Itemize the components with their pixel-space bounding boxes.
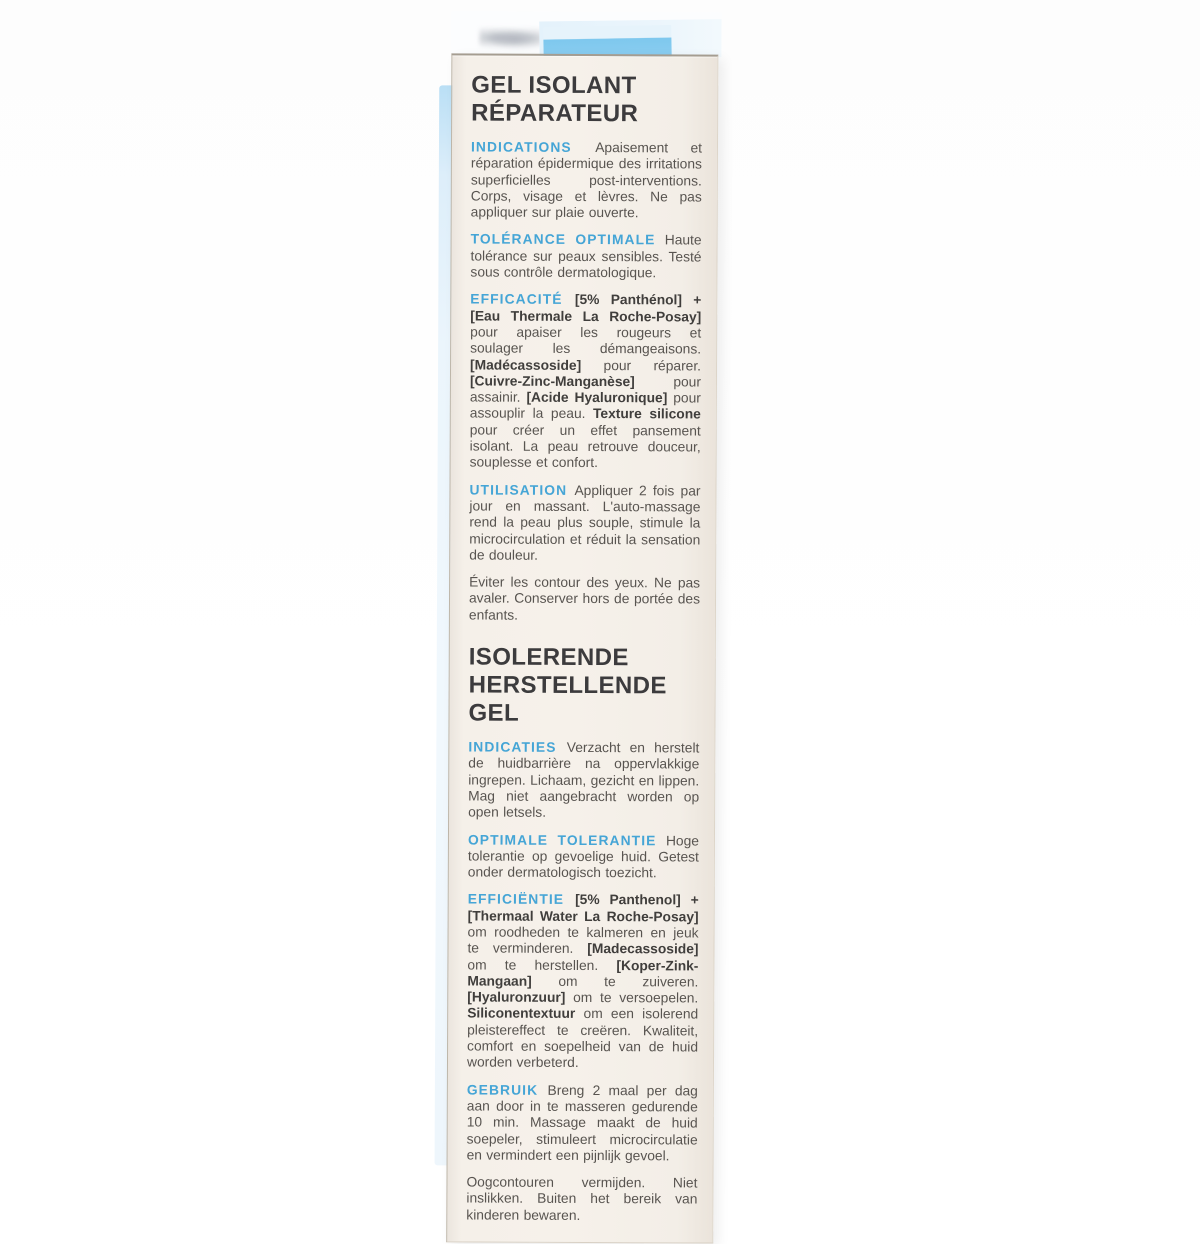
section-heading: INDICATIONS	[470, 139, 596, 156]
body-text-segment: [Hyaluronzuur]	[467, 989, 566, 1006]
body-text-segment: pour créer un effet pansement isolant. La peau retrouve douceur, souplesse et confort.	[469, 422, 701, 471]
product-title-dutch: ISOLERENDE HERSTELLENDE GEL	[468, 643, 667, 727]
text-paragraph	[467, 1082, 698, 1164]
body-text-segment: Texture silicone	[593, 406, 701, 422]
product-box	[434, 7, 739, 1223]
section-heading: UTILISATION	[469, 482, 575, 498]
body-text-segment: pour apaiser les rougeurs et soulager les démangeaisons.	[470, 324, 702, 357]
body-text-segment: Verzacht en herstelt de huidbarrière na oppervlakkige ingrepen. Lichaam, gezicht en lippen. Mag niet aangebracht worden op open letsels.	[468, 739, 700, 821]
ink-stamp-mark	[479, 28, 541, 50]
body-text-segment: om te versoepelen.	[565, 990, 699, 1006]
body-text-segment: [Madécassoside]	[470, 357, 582, 373]
body-text-segment: Apaisement et réparation épidermique des irritations superficielles post-interventions. Corps, visage et lèvres. Ne pas appliquer sur plaie ouverte.	[470, 140, 703, 221]
body-text-segment: [5% Panthénol] + [Eau Thermale La Roche-Posay]	[470, 292, 702, 325]
body-text-segment: Hoge tolerantie op gevoelige huid. Getest onder dermatologisch toezicht.	[467, 832, 699, 881]
body-text-segment: Oogcontouren vermijden. Niet inslikken. Buiten het bereik van kinderen bewaren.	[466, 1174, 698, 1223]
body-text-segment: om roodheden te kalmeren en jeuk te verminderen.	[467, 924, 699, 957]
section-heading: OPTIMALE TOLERANTIE	[467, 831, 667, 848]
section-body	[467, 892, 699, 1070]
text-paragraph	[471, 139, 702, 221]
text-paragraph	[469, 482, 700, 564]
body-text-segment: om te zuiveren.	[531, 973, 699, 990]
text-paragraph	[467, 892, 699, 1072]
body-text-segment: Éviter les contour des yeux. Ne pas avaler. Conserver hors de portée des enfants.	[468, 574, 701, 623]
body-text-segment: Breng 2 maal per dag aan door in te masseren gedurende 10 min. Massage maakt de huid soepeler, stimuleert microcirculatie en vermindert een pijnlijk gevoel.	[466, 1082, 698, 1164]
panel-dutch	[466, 644, 700, 1225]
body-text-segment: [Madecassoside]	[587, 941, 699, 957]
body-text-segment: [Acide Hyaluronique]	[526, 389, 668, 406]
body-text-segment: om te herstellen.	[467, 957, 617, 973]
section-body	[466, 1175, 697, 1223]
text-paragraph	[468, 832, 699, 882]
section-heading: EFFICACITÉ	[470, 291, 575, 308]
product-title-french: GEL ISOLANT RÉPARATEUR	[471, 71, 639, 128]
text-paragraph	[468, 739, 699, 821]
section-heading: GEBRUIK	[466, 1082, 548, 1098]
french-text-block	[469, 139, 702, 624]
section-heading: INDICATIES	[468, 739, 567, 755]
text-paragraph	[469, 575, 700, 625]
body-text-segment: Haute tolérance sur peaux sensibles. Testé sous contrôle dermatologique.	[470, 232, 702, 281]
body-text-segment: Appliquer 2 fois par jour en massant. L'auto-massage rend la peau plus souple, stimule la microcirculation et réduit la sensation de douleur.	[469, 482, 701, 563]
section-heading: TOLÉRANCE OPTIMALE	[470, 231, 665, 248]
body-text-segment: [Cuivre-Zinc-Manganèse]	[469, 373, 635, 390]
section-body	[470, 292, 702, 470]
body-text-segment: pour assainir.	[469, 374, 701, 405]
section-heading: EFFICIËNTIE	[467, 891, 576, 908]
body-text-segment: pour assouplir la peau.	[469, 390, 701, 422]
section-body	[469, 575, 700, 623]
panel-french	[469, 71, 702, 624]
text-paragraph	[470, 232, 701, 282]
text-paragraph	[470, 292, 702, 472]
body-text-segment: pour réparer.	[581, 357, 702, 374]
box-printed-panel	[446, 53, 718, 1243]
body-text-segment: [5% Panthenol] + [Thermaal Water La Roche-Posay]	[467, 892, 699, 925]
body-text-segment: Siliconentextuur	[467, 1005, 576, 1022]
dutch-text-block	[466, 739, 699, 1224]
body-text-segment: [Koper-Zink-Mangaan]	[467, 957, 699, 989]
body-text-segment: om een isolerend pleistereffect te creëren. Kwaliteit, comfort en soepelheid van de huid worden verbeterd.	[466, 1006, 699, 1071]
